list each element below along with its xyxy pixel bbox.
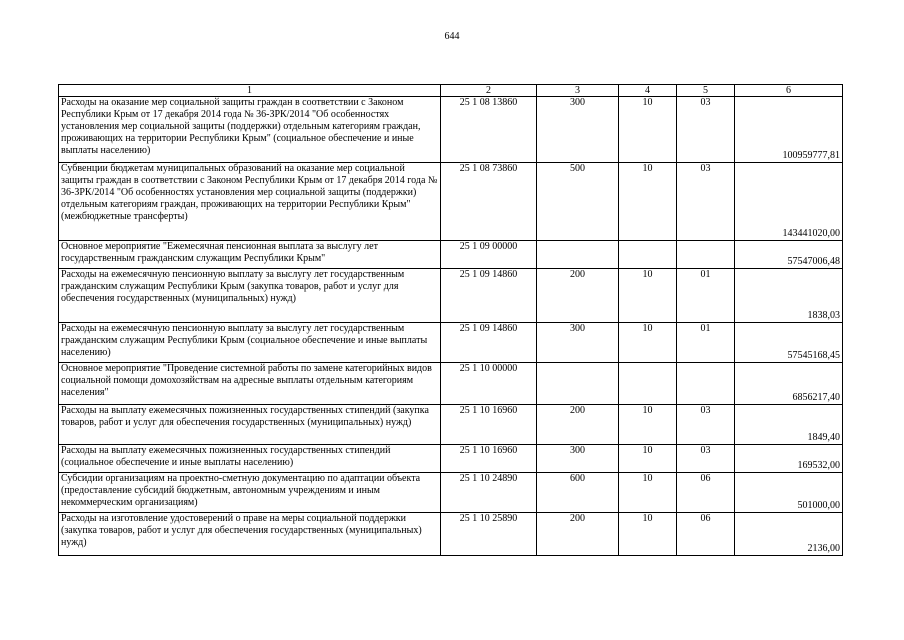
row-section: 10 xyxy=(619,473,677,513)
row-expense-type: 600 xyxy=(537,473,619,513)
row-section: 10 xyxy=(619,513,677,556)
row-sum: 2136,00 xyxy=(735,513,843,556)
row-section: 10 xyxy=(619,269,677,323)
row-expense-type: 300 xyxy=(537,97,619,163)
row-description: Расходы на изготовление удостоверений о праве на меры социальной поддержки (закупка товаров, работ и услуг для обеспечения государственных (муниципальных) нужд) xyxy=(59,513,441,556)
row-expense-type: 300 xyxy=(537,323,619,363)
row-section: 10 xyxy=(619,323,677,363)
header-cell-3: 3 xyxy=(537,85,619,97)
row-expense-type xyxy=(537,363,619,405)
row-sum: 169532,00 xyxy=(735,445,843,473)
table-row xyxy=(59,513,843,556)
row-sum: 143441020,00 xyxy=(735,163,843,241)
row-subsection: 01 xyxy=(677,323,735,363)
row-section xyxy=(619,363,677,405)
header-cell-5: 5 xyxy=(677,85,735,97)
header-cell-2: 2 xyxy=(441,85,537,97)
row-expense-type: 200 xyxy=(537,269,619,323)
header-cell-1: 1 xyxy=(59,85,441,97)
page-number: 644 xyxy=(444,31,460,42)
row-description: Расходы на выплату ежемесячных пожизненных государственных стипендий (закупка товаров, работ и услуг для обеспечения государственных (муниципальных) нужд) xyxy=(59,405,441,445)
row-code: 25 1 10 16960 xyxy=(441,405,537,445)
row-description: Расходы на выплату ежемесячных пожизненных государственных стипендий (социальное обеспечение и иные выплаты населению) xyxy=(59,445,441,473)
row-description: Расходы на ежемесячную пенсионную выплату за выслугу лет государственным гражданским служащим Республики Крым (закупка товаров, работ и услуг для обеспечения государственных (муниципальных) нужд) xyxy=(59,269,441,323)
row-code: 25 1 09 00000 xyxy=(441,241,537,269)
row-subsection: 03 xyxy=(677,445,735,473)
row-description: Расходы на ежемесячную пенсионную выплату за выслугу лет государственным гражданским служащим Республики Крым (социальное обеспечение и иные выплаты населению) xyxy=(59,323,441,363)
row-subsection xyxy=(677,363,735,405)
table-row xyxy=(59,445,843,473)
row-description: Субсидии организациям на проектно-сметную документацию по адаптации объекта (предоставление субсидий бюджетным, автономным учреждениям и иным некоммерческим организациям) xyxy=(59,473,441,513)
row-subsection: 03 xyxy=(677,405,735,445)
row-description: Основное мероприятие "Проведение системной работы по замене категорийных видов социальной помощи домохозяйствам на адресные выплаты отдельным категориям населения" xyxy=(59,363,441,405)
row-expense-type: 500 xyxy=(537,163,619,241)
row-code: 25 1 10 24890 xyxy=(441,473,537,513)
row-section: 10 xyxy=(619,163,677,241)
row-description: Субвенции бюджетам муниципальных образований на оказание мер социальной защиты граждан в соответствии с Законом Республики Крым от 17 декабря 2014 года № 36-ЗРК/2014 "Об особенностях установления мер социальной защиты (поддержки) отдельным категориям граждан, проживающих на территории Республики Крым" (межбюджетные трансферты) xyxy=(59,163,441,241)
table-row xyxy=(59,97,843,163)
row-sum: 1838,03 xyxy=(735,269,843,323)
row-code: 25 1 10 16960 xyxy=(441,445,537,473)
row-expense-type: 300 xyxy=(537,445,619,473)
row-expense-type: 200 xyxy=(537,405,619,445)
row-description: Основное мероприятие "Ежемесячная пенсионная выплата за выслугу лет государственным гражданским служащим Республики Крым" xyxy=(59,241,441,269)
row-sum: 100959777,81 xyxy=(735,97,843,163)
table-row xyxy=(59,323,843,363)
row-code: 25 1 10 25890 xyxy=(441,513,537,556)
row-section: 10 xyxy=(619,405,677,445)
row-code: 25 1 08 13860 xyxy=(441,97,537,163)
row-subsection: 06 xyxy=(677,473,735,513)
row-subsection xyxy=(677,241,735,269)
row-subsection: 01 xyxy=(677,269,735,323)
row-code: 25 1 08 73860 xyxy=(441,163,537,241)
row-expense-type xyxy=(537,241,619,269)
header-row xyxy=(59,85,843,97)
row-subsection: 03 xyxy=(677,97,735,163)
row-section xyxy=(619,241,677,269)
header-cell-4: 4 xyxy=(619,85,677,97)
row-subsection: 06 xyxy=(677,513,735,556)
budget-table xyxy=(58,84,843,556)
table-row xyxy=(59,363,843,405)
table-row xyxy=(59,163,843,241)
row-subsection: 03 xyxy=(677,163,735,241)
row-section: 10 xyxy=(619,445,677,473)
header-cell-6: 6 xyxy=(735,85,843,97)
row-code: 25 1 10 00000 xyxy=(441,363,537,405)
row-sum: 1849,40 xyxy=(735,405,843,445)
row-sum: 501000,00 xyxy=(735,473,843,513)
table-row xyxy=(59,269,843,323)
row-code: 25 1 09 14860 xyxy=(441,269,537,323)
table-row xyxy=(59,405,843,445)
row-sum: 57545168,45 xyxy=(735,323,843,363)
row-expense-type: 200 xyxy=(537,513,619,556)
table-row xyxy=(59,473,843,513)
table-row xyxy=(59,241,843,269)
row-description: Расходы на оказание мер социальной защиты граждан в соответствии с Законом Республики Крым от 17 декабря 2014 года № 36-ЗРК/2014 "Об особенностях установления мер социальной защиты (поддержки) отдельным категориям граждан, проживающих на территории Республики Крым" (социальное обеспечение и иные выплаты населению) xyxy=(59,97,441,163)
row-sum: 57547006,48 xyxy=(735,241,843,269)
row-sum: 6856217,40 xyxy=(735,363,843,405)
row-section: 10 xyxy=(619,97,677,163)
row-code: 25 1 09 14860 xyxy=(441,323,537,363)
